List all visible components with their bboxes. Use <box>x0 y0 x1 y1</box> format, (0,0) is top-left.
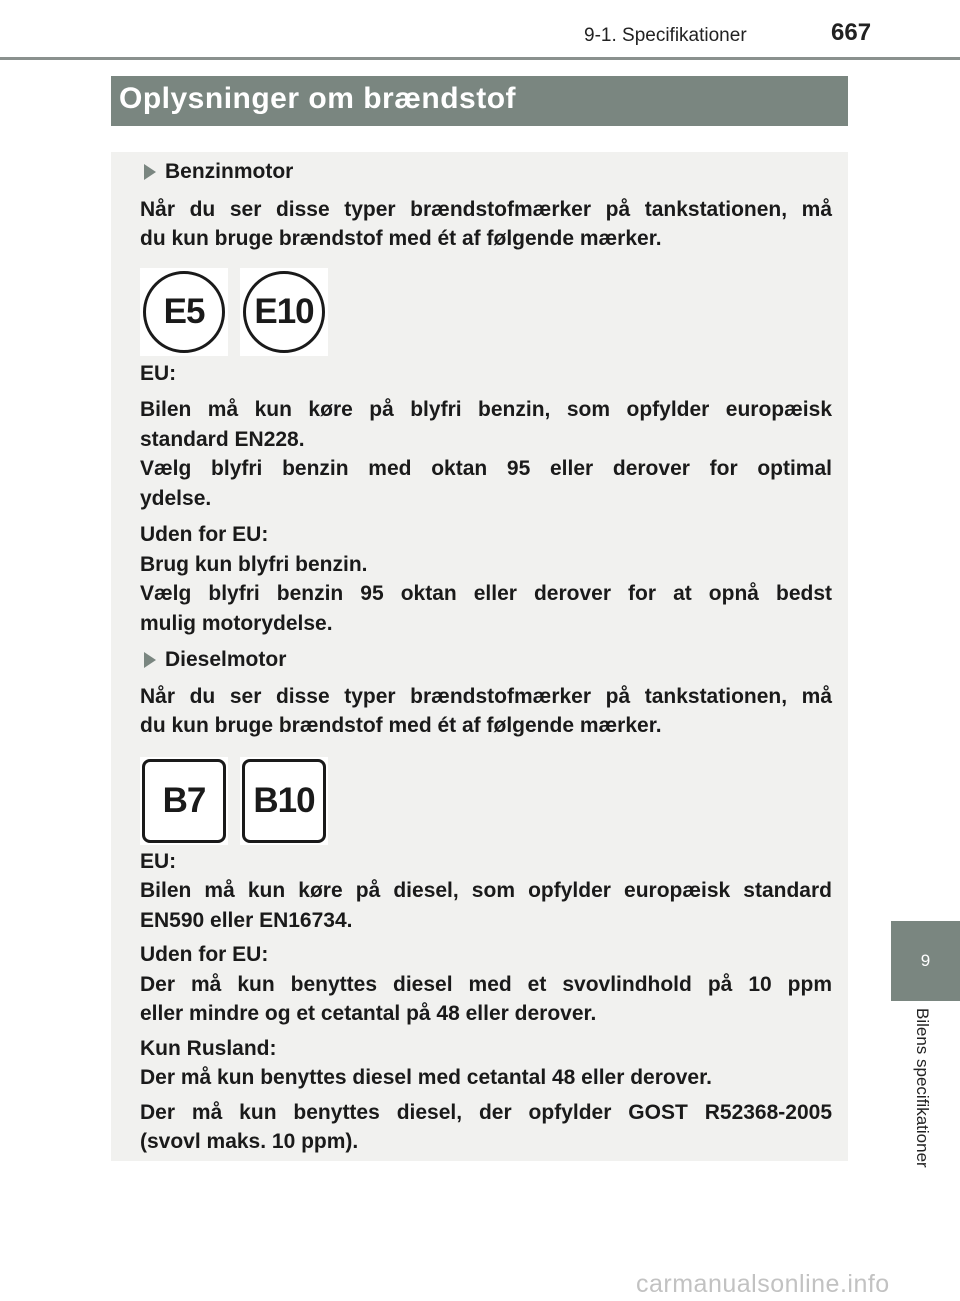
fuel-label-b10 <box>240 757 328 845</box>
petrol-eu-line: ydelse. <box>140 486 212 510</box>
diesel-gost-line: Der må kun benyttes diesel, der opfylder GOST R52368-2005 <box>140 1100 832 1124</box>
page-title: Oplysninger om brændstof <box>119 82 517 115</box>
diesel-non-eu <box>140 940 832 1029</box>
fuel-label-b7 <box>140 757 228 845</box>
diesel-gost-line: (svovl maks. 10 ppm). <box>140 1130 359 1153</box>
petrol-badges <box>140 268 832 356</box>
title-bar <box>111 76 848 126</box>
diesel-eu <box>140 847 832 936</box>
chapter-tab-number: 9 <box>920 951 931 970</box>
petrol-eu-text <box>140 395 832 513</box>
diesel-intro-line: du kun bruge brændstof med ét af følgende mærker. <box>140 714 662 737</box>
petrol-non-eu-line: mulig motorydelse. <box>140 611 333 635</box>
petrol-intro <box>140 195 832 254</box>
petrol-eu-label-text: EU: <box>140 361 177 385</box>
fuel-label-e10 <box>240 268 328 356</box>
fuel-label-e10-text: E10 <box>243 271 325 353</box>
diesel-russia-line: Der må kun benyttes diesel med cetantal 48 eller derover. <box>140 1066 712 1089</box>
diesel-russia-label: Kun Rusland: <box>140 1036 277 1060</box>
diesel-russia <box>140 1034 832 1093</box>
petrol-non-eu-line: Brug kun blyfri benzin. <box>140 552 368 576</box>
fuel-label-b10-text: B10 <box>242 759 326 843</box>
petrol-eu-label <box>140 359 832 389</box>
header-rule <box>0 57 960 60</box>
diesel-eu-line: EN590 eller EN16734. <box>140 908 353 932</box>
diesel-badges <box>140 757 832 845</box>
petrol-heading <box>140 157 832 187</box>
diesel-non-eu-line: eller mindre og et cetantal på 48 eller derover. <box>140 1002 597 1025</box>
petrol-intro-line: Når du ser disse typer brændstofmærker på tankstationen, må <box>140 197 832 221</box>
diesel-eu-label: EU: <box>140 849 177 873</box>
petrol-eu-line: Vælg blyfri benzin med oktan 95 eller derover for optimal <box>140 457 832 480</box>
fuel-label-e5 <box>140 268 228 356</box>
fuel-label-b7-text: B7 <box>142 759 226 843</box>
petrol-non-eu <box>140 520 832 638</box>
petrol-heading-label: Benzinmotor <box>165 160 294 183</box>
petrol-intro-line: du kun bruge brændstof med ét af følgende mærker. <box>140 227 662 250</box>
page-number: 667 <box>831 19 872 46</box>
section-label: 9-1. Specifikationer <box>584 25 747 46</box>
petrol-non-eu-label: Uden for EU: <box>140 523 269 546</box>
watermark: carmanualsonline.info <box>636 1270 890 1298</box>
diesel-intro <box>140 682 832 741</box>
triangle-bullet-icon <box>144 652 156 668</box>
diesel-eu-line: Bilen må kun køre på diesel, som opfylder europæisk standard <box>140 879 832 902</box>
fuel-label-e5-text: E5 <box>143 271 225 353</box>
chapter-tab[interactable] <box>891 921 960 1001</box>
diesel-heading <box>140 645 832 675</box>
petrol-eu-line: standard EN228. <box>140 427 305 451</box>
petrol-non-eu-line: Vælg blyfri benzin 95 oktan eller derover for at opnå bedst <box>140 582 832 605</box>
chapter-tab-label: Bilens specifikationer <box>913 1008 932 1168</box>
diesel-heading-label: Dieselmotor <box>165 648 287 671</box>
diesel-gost <box>140 1098 832 1157</box>
diesel-non-eu-line: Der må kun benyttes diesel med et svovlindhold på 10 ppm <box>140 972 832 996</box>
content-panel <box>111 152 848 1161</box>
diesel-intro-line: Når du ser disse typer brændstofmærker på tankstationen, må <box>140 684 832 708</box>
diesel-non-eu-label: Uden for EU: <box>140 943 269 966</box>
petrol-eu-line: Bilen må kun køre på blyfri benzin, som opfylder europæisk <box>140 398 832 421</box>
content-body <box>140 152 832 1157</box>
triangle-bullet-icon <box>144 164 156 180</box>
